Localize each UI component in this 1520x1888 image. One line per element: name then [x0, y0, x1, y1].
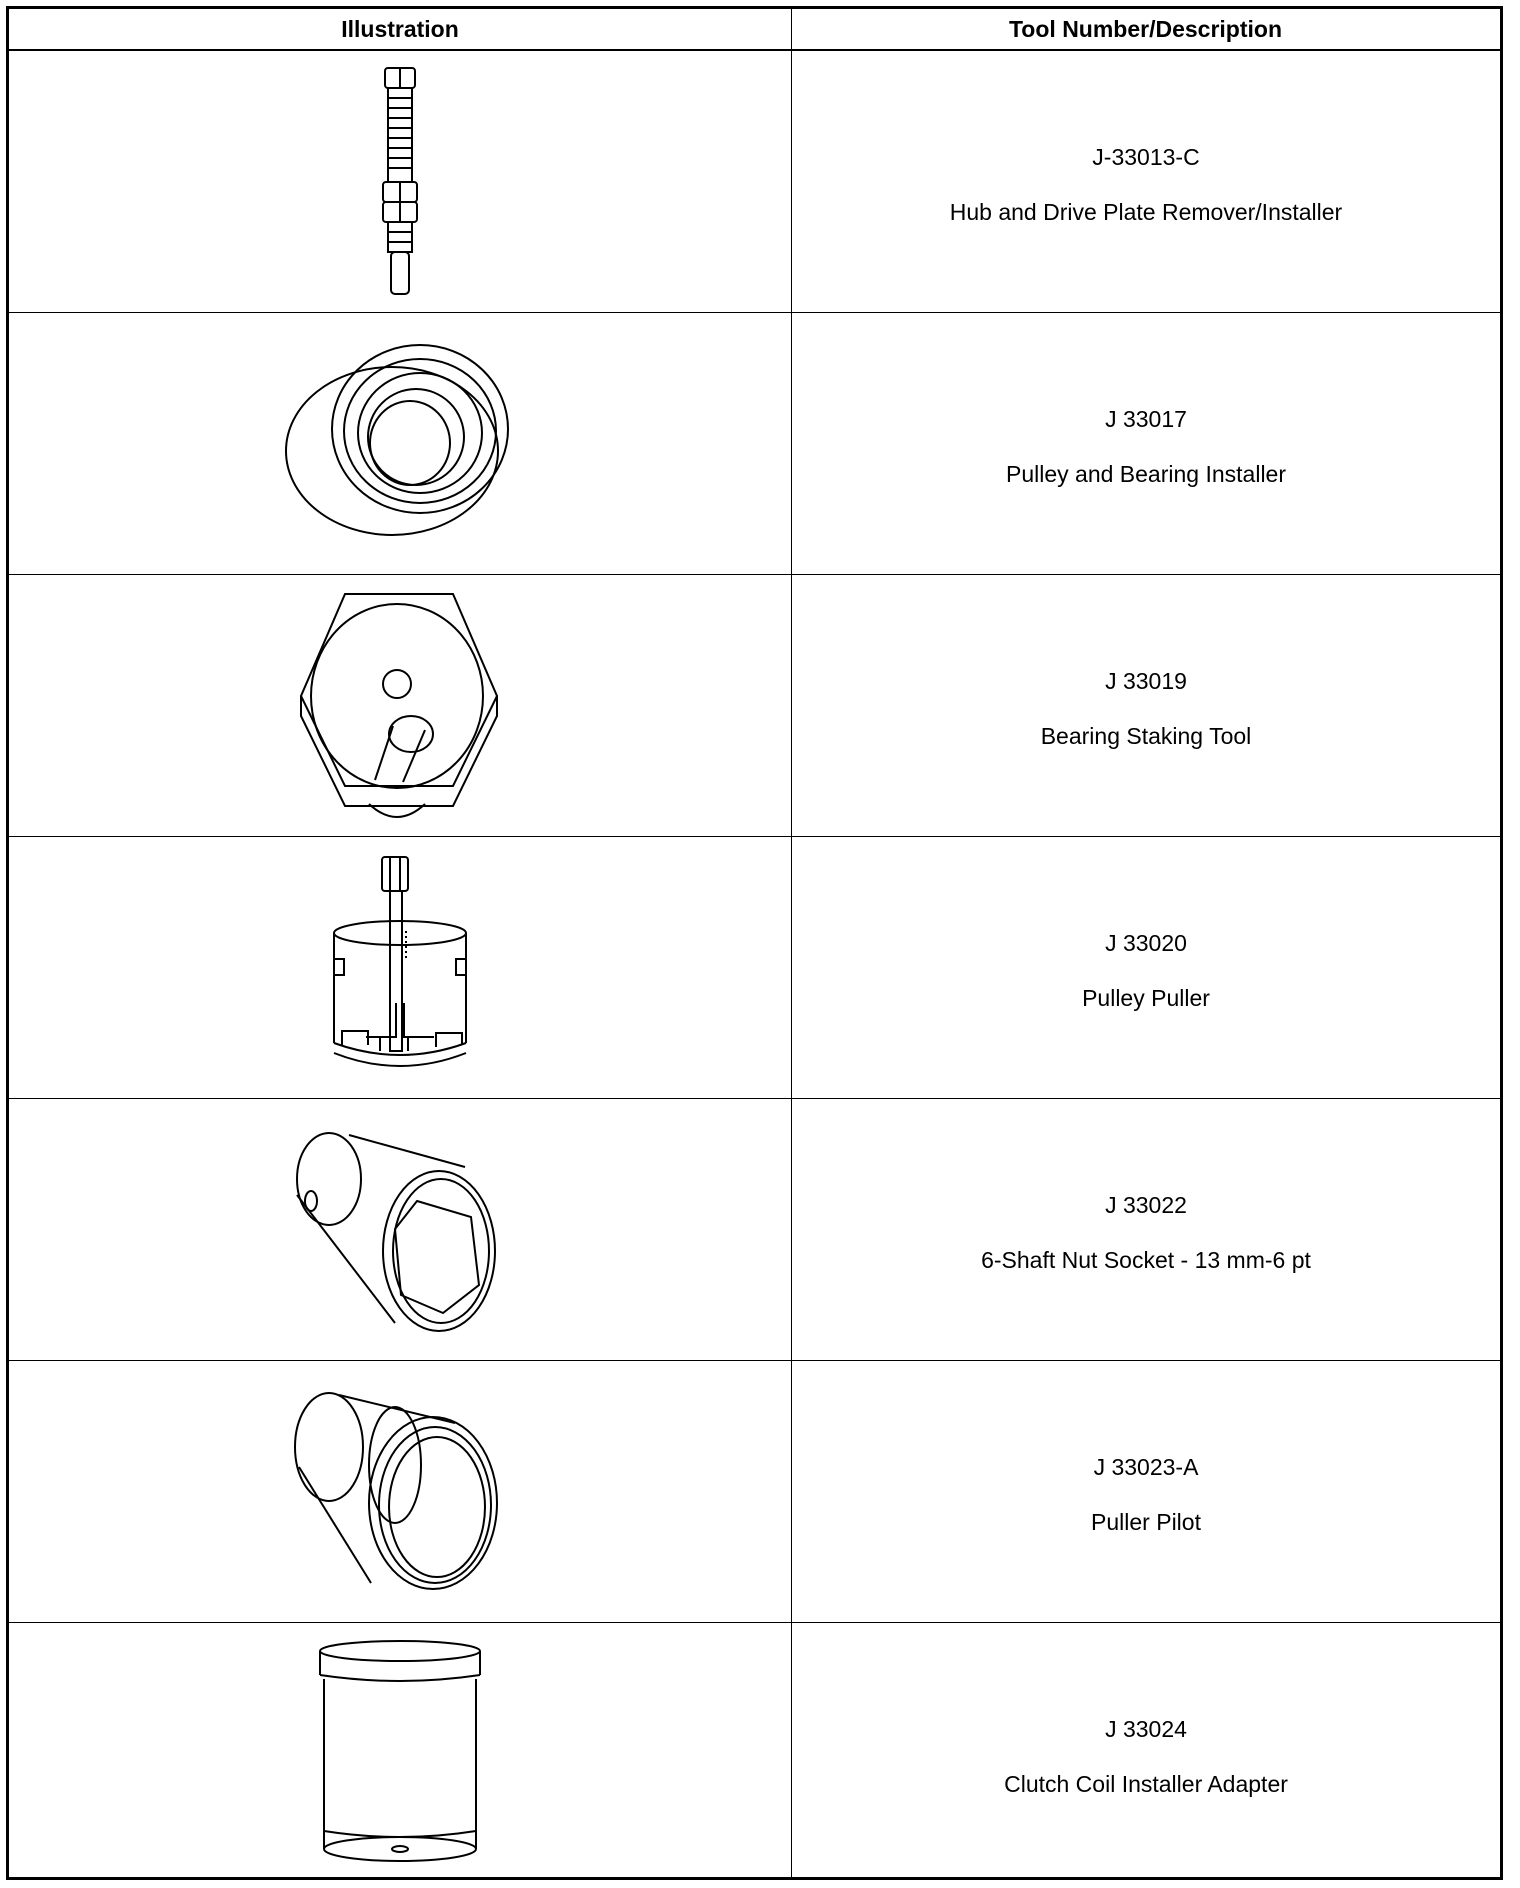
illustration-cell: [9, 837, 791, 1098]
tool-number: J 33022: [1105, 1192, 1187, 1218]
tool-number: J-33013-C: [1092, 144, 1200, 170]
tool-number: J 33017: [1105, 406, 1187, 432]
cylinder-adapter-icon: [310, 1635, 490, 1865]
header-illustration: Illustration: [341, 16, 459, 42]
hex-socket-icon: [285, 1125, 515, 1335]
description-cell: [792, 575, 1500, 836]
table-row: [9, 1361, 1500, 1623]
description-cell: [792, 1361, 1500, 1622]
tool-description: Pulley and Bearing Installer: [1006, 461, 1286, 487]
tool-number: J 33024: [1105, 1716, 1187, 1742]
tool-description: Hub and Drive Plate Remover/Installer: [949, 199, 1343, 225]
special-tools-table: [6, 6, 1503, 1880]
description-cell: [792, 313, 1500, 574]
illustration-cell: [9, 313, 791, 574]
ring-installer-icon: [280, 339, 520, 549]
description-cell: [792, 51, 1500, 312]
table-row: [9, 1099, 1500, 1361]
tool-description: Clutch Coil Installer Adapter: [1004, 1771, 1288, 1797]
tool-number: J 33023-A: [1093, 1454, 1199, 1480]
tool-description: Pulley Puller: [1082, 985, 1210, 1011]
illustration-cell: [9, 575, 791, 836]
table-header: [9, 9, 1500, 51]
tool-number: J 33020: [1105, 930, 1187, 956]
description-cell: [792, 1623, 1500, 1877]
puller-pilot-icon: [285, 1387, 515, 1597]
tool-description: Puller Pilot: [1091, 1509, 1201, 1535]
illustration-cell: [9, 1361, 791, 1622]
illustration-cell: [9, 51, 791, 312]
description-cell: [792, 837, 1500, 1098]
threaded-bolt-icon: [365, 62, 435, 302]
table-row: [9, 51, 1500, 313]
tool-description: 6-Shaft Nut Socket - 13 mm-6 pt: [981, 1247, 1311, 1273]
hex-staking-tool-icon: [285, 586, 515, 826]
illustration-cell: [9, 1623, 791, 1877]
table-row: [9, 837, 1500, 1099]
table-row: [9, 313, 1500, 575]
table-row: [9, 575, 1500, 837]
description-cell: [792, 1099, 1500, 1360]
tool-number: J 33019: [1105, 668, 1187, 694]
pulley-puller-icon: [320, 853, 480, 1083]
table-row: [9, 1623, 1500, 1877]
illustration-cell: [9, 1099, 791, 1360]
header-tool-number-description: Tool Number/Description: [1008, 16, 1283, 42]
tool-description: Bearing Staking Tool: [1040, 723, 1252, 749]
